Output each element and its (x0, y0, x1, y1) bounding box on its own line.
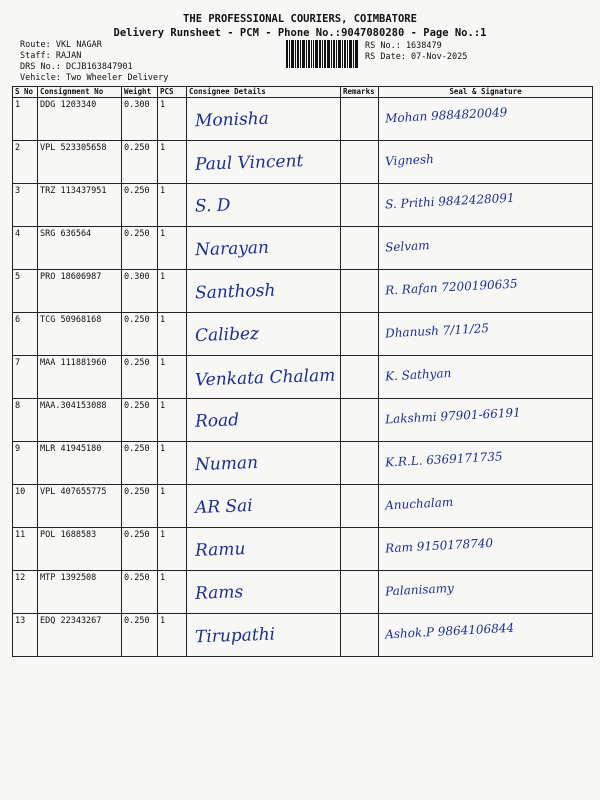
consignment-cell: VPL 407655775 (38, 485, 122, 528)
pcs-cell: 1 (158, 141, 187, 184)
table-row (13, 141, 593, 184)
consignee-handwriting: Venkata Chalam (194, 365, 336, 391)
signature-cell (379, 528, 593, 571)
weight-cell: 0.250 (122, 356, 158, 399)
consignee-cell (187, 356, 341, 399)
weight-cell: 0.250 (122, 141, 158, 184)
weight-cell: 0.250 (122, 571, 158, 614)
consignee-cell (187, 270, 341, 313)
pcs-cell: 1 (158, 227, 187, 270)
consignee-cell (187, 141, 341, 184)
sno-cell: 13 (13, 614, 38, 657)
sno-cell: 1 (13, 98, 38, 141)
column-header: Seal & Signature (379, 87, 593, 98)
consignee-handwriting: Paul Vincent (194, 151, 304, 175)
weight-cell: 0.250 (122, 184, 158, 227)
column-header: Weight (122, 87, 158, 98)
table-row (13, 270, 593, 313)
weight-cell: 0.300 (122, 98, 158, 141)
consignment-cell: TRZ 113437951 (38, 184, 122, 227)
consignee-handwriting: Tirupathi (194, 624, 276, 648)
table-row (13, 571, 593, 614)
remarks-cell (341, 442, 379, 485)
signature-cell (379, 270, 593, 313)
pcs-cell: 1 (158, 399, 187, 442)
sno-cell: 4 (13, 227, 38, 270)
pcs-cell: 1 (158, 528, 187, 571)
pcs-cell: 1 (158, 485, 187, 528)
pcs-cell: 1 (158, 442, 187, 485)
document-title: THE PROFESSIONAL COURIERS, COIMBATORE (183, 13, 417, 25)
sno-cell: 7 (13, 356, 38, 399)
consignee-handwriting: Narayan (194, 237, 270, 261)
consignee-cell (187, 184, 341, 227)
consignment-cell: MAA 111881960 (38, 356, 122, 399)
consignee-handwriting: Santhosh (194, 280, 276, 304)
consignment-cell: MTP 1392508 (38, 571, 122, 614)
remarks-cell (341, 571, 379, 614)
staff-label: Staff: RAJAN (20, 51, 82, 61)
rs-date: RS Date: 07-Nov-2025 (365, 52, 468, 62)
sno-cell: 11 (13, 528, 38, 571)
signature-cell (379, 356, 593, 399)
consignment-cell: MLR 41945180 (38, 442, 122, 485)
sno-cell: 9 (13, 442, 38, 485)
table-header-row (13, 87, 593, 98)
signature-handwriting: Dhanush 7/11/25 (384, 321, 490, 341)
signature-handwriting: K. Sathyan (384, 366, 452, 384)
table-row (13, 485, 593, 528)
consignee-cell (187, 313, 341, 356)
barcode-image (286, 40, 358, 68)
consignee-handwriting: Monisha (194, 108, 270, 132)
consignee-cell (187, 485, 341, 528)
remarks-cell (341, 356, 379, 399)
table-row (13, 356, 593, 399)
rs-number: RS No.: 1638479 (365, 41, 442, 51)
table-row (13, 528, 593, 571)
consignment-cell: TCG 50968168 (38, 313, 122, 356)
weight-cell: 0.250 (122, 313, 158, 356)
remarks-cell (341, 485, 379, 528)
remarks-cell (341, 184, 379, 227)
signature-cell (379, 141, 593, 184)
drs-number: DRS No.: DCJB163847901 (20, 62, 133, 72)
signature-cell (379, 399, 593, 442)
remarks-cell (341, 528, 379, 571)
signature-cell (379, 184, 593, 227)
sno-cell: 10 (13, 485, 38, 528)
column-header: Consignment No (38, 87, 122, 98)
document-subtitle: Delivery Runsheet - PCM - Phone No.:9047080280 - Page No.:1 (113, 27, 487, 39)
consignee-handwriting: Calibez (194, 323, 260, 347)
column-header: Remarks (341, 87, 379, 98)
signature-cell (379, 614, 593, 657)
column-header: PCS (158, 87, 187, 98)
signature-handwriting: Lakshmi 97901-66191 (384, 405, 522, 427)
signature-handwriting: Ashok.P 9864106844 (384, 620, 515, 642)
runsheet-table (12, 86, 593, 657)
column-header: S No (13, 87, 38, 98)
table-row (13, 614, 593, 657)
pcs-cell: 1 (158, 270, 187, 313)
signature-handwriting: S. Prithi 9842428091 (384, 190, 515, 212)
pcs-cell: 1 (158, 98, 187, 141)
weight-cell: 0.250 (122, 528, 158, 571)
weight-cell: 0.250 (122, 399, 158, 442)
signature-handwriting: R. Rafan 7200190635 (384, 276, 518, 298)
consignee-cell (187, 528, 341, 571)
consignee-cell (187, 442, 341, 485)
consignment-cell: PRO 18606987 (38, 270, 122, 313)
signature-cell (379, 442, 593, 485)
consignee-handwriting: Ramu (194, 539, 246, 561)
table-row (13, 227, 593, 270)
consignee-cell (187, 399, 341, 442)
consignee-cell (187, 227, 341, 270)
remarks-cell (341, 399, 379, 442)
vehicle-label: Vehicle: Two Wheeler Delivery (20, 73, 169, 83)
signature-handwriting: Anuchalam (384, 494, 454, 513)
pcs-cell: 1 (158, 313, 187, 356)
sno-cell: 5 (13, 270, 38, 313)
weight-cell: 0.250 (122, 485, 158, 528)
pcs-cell: 1 (158, 614, 187, 657)
consignment-cell: SRG 636564 (38, 227, 122, 270)
sno-cell: 12 (13, 571, 38, 614)
remarks-cell (341, 614, 379, 657)
signature-handwriting: Mohan 9884820049 (384, 105, 508, 126)
consignment-cell: EDQ 22343267 (38, 614, 122, 657)
signature-cell (379, 485, 593, 528)
consignee-cell (187, 614, 341, 657)
table-row (13, 399, 593, 442)
signature-cell (379, 571, 593, 614)
table-row (13, 184, 593, 227)
sno-cell: 6 (13, 313, 38, 356)
signature-handwriting: K.R.L. 6369171735 (384, 449, 503, 470)
table-row (13, 98, 593, 141)
signature-cell (379, 98, 593, 141)
consignment-cell: VPL 523305658 (38, 141, 122, 184)
remarks-cell (341, 313, 379, 356)
weight-cell: 0.250 (122, 227, 158, 270)
consignment-cell: DDG 1203340 (38, 98, 122, 141)
consignee-cell (187, 98, 341, 141)
sno-cell: 2 (13, 141, 38, 184)
sno-cell: 3 (13, 184, 38, 227)
remarks-cell (341, 227, 379, 270)
signature-cell (379, 313, 593, 356)
table-row (13, 313, 593, 356)
weight-cell: 0.250 (122, 614, 158, 657)
weight-cell: 0.300 (122, 270, 158, 313)
sno-cell: 8 (13, 399, 38, 442)
signature-handwriting: Selvam (384, 238, 430, 255)
signature-handwriting: Ram 9150178740 (384, 535, 494, 556)
route-label: Route: VKL NAGAR (20, 40, 102, 50)
pcs-cell: 1 (158, 571, 187, 614)
table-row (13, 442, 593, 485)
consignee-handwriting: Numan (194, 452, 259, 476)
remarks-cell (341, 270, 379, 313)
signature-handwriting: Vignesh (384, 151, 435, 169)
consignment-cell: MAA.304153088 (38, 399, 122, 442)
consignee-handwriting: Rams (194, 582, 244, 604)
pcs-cell: 1 (158, 356, 187, 399)
consignee-handwriting: Road (194, 410, 240, 432)
consignee-cell (187, 571, 341, 614)
consignee-handwriting: AR Sai (194, 495, 254, 519)
consignee-handwriting: S. D (194, 195, 231, 217)
pcs-cell: 1 (158, 184, 187, 227)
weight-cell: 0.250 (122, 442, 158, 485)
consignment-cell: POL 1688583 (38, 528, 122, 571)
column-header: Consignee Details (187, 87, 341, 98)
signature-handwriting: Palanisamy (384, 580, 455, 599)
remarks-cell (341, 98, 379, 141)
signature-cell (379, 227, 593, 270)
remarks-cell (341, 141, 379, 184)
